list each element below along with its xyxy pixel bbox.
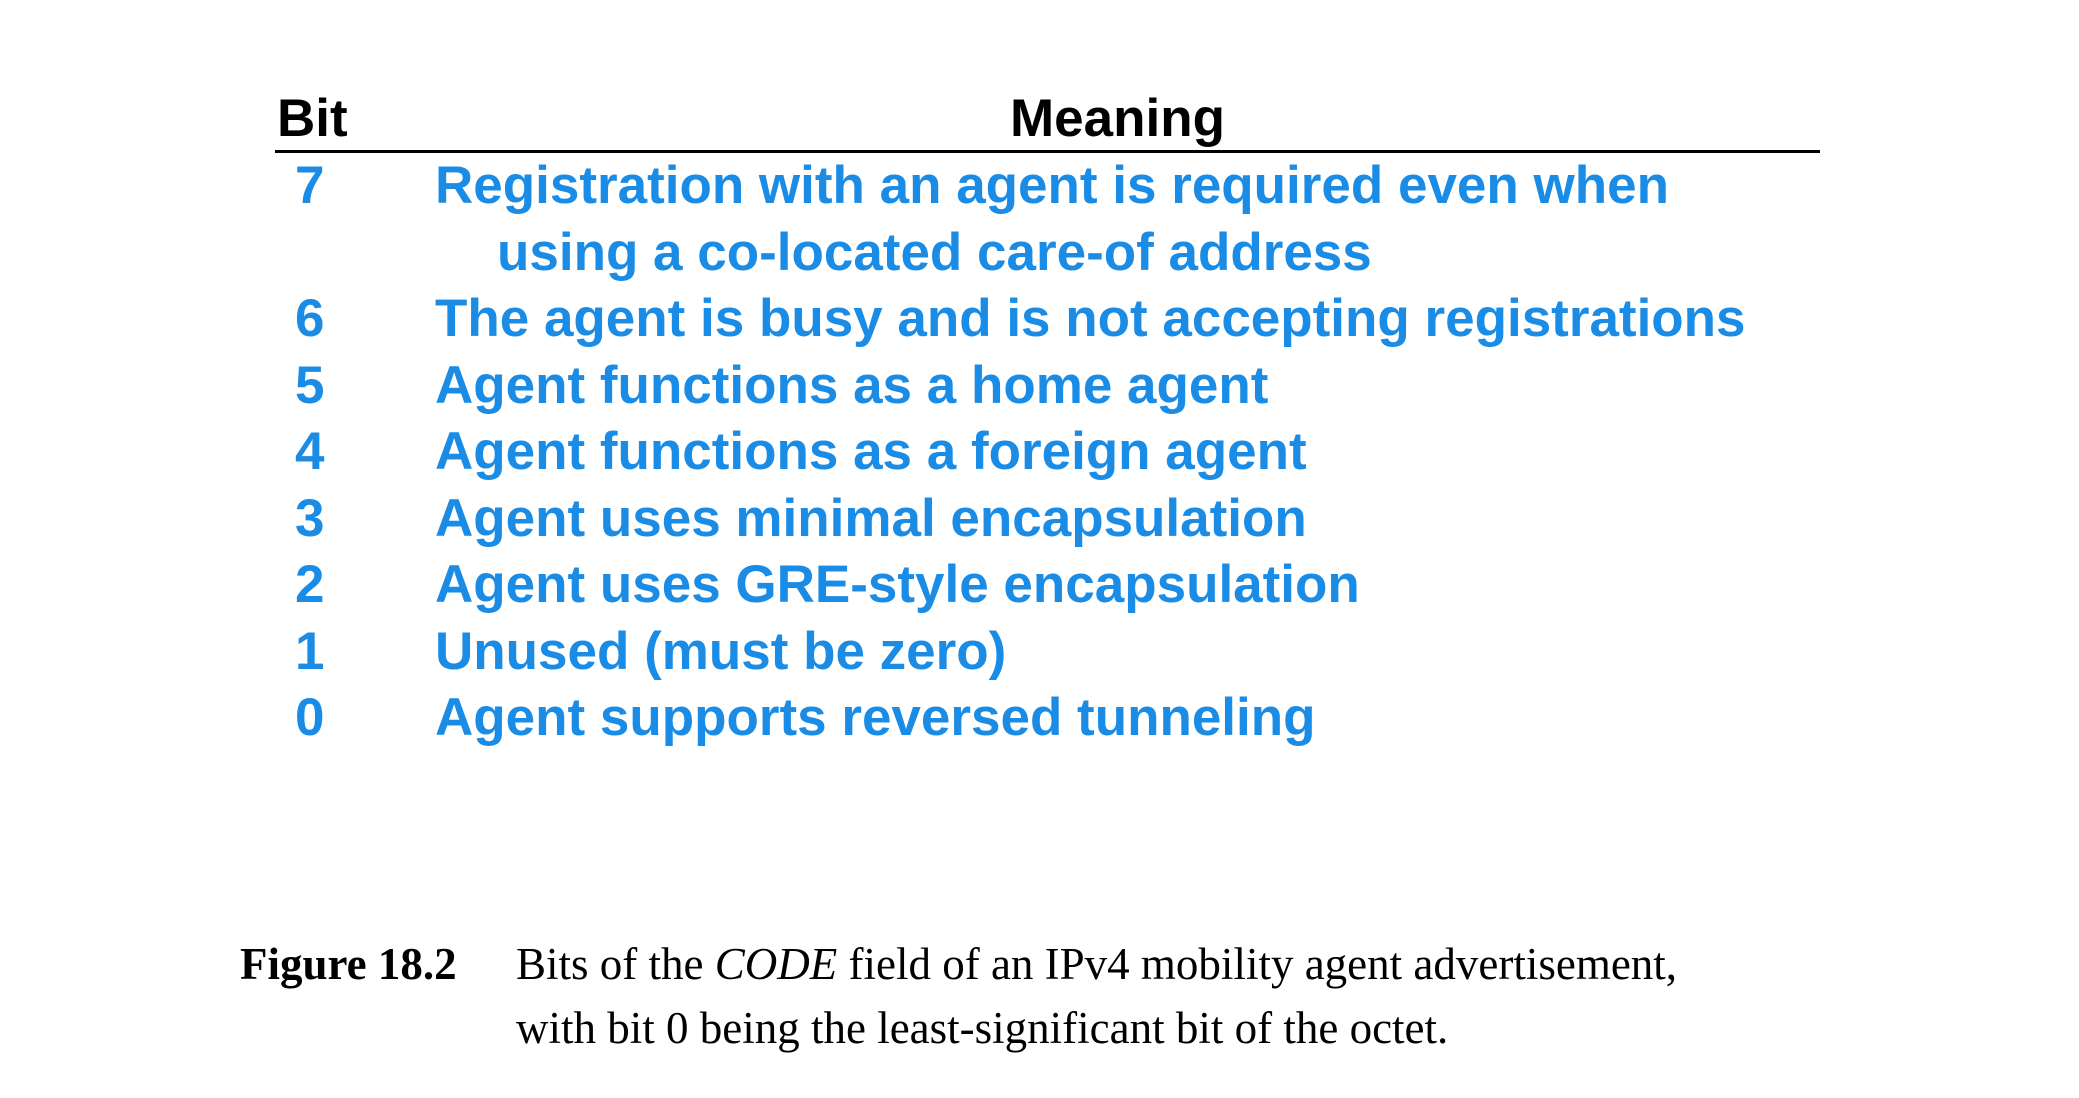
figure-caption [240, 932, 1860, 1060]
bit-meaning: Agent functions as a foreign agent [435, 422, 1307, 481]
bit-column-header: Bit [277, 89, 348, 148]
bit-meaning: Agent functions as a home agent [435, 355, 1269, 415]
table-row [275, 153, 1820, 286]
caption-text [516, 932, 1860, 1060]
bit-meaning: Agent uses minimal encapsulation [435, 488, 1307, 548]
table-row [275, 353, 1820, 420]
code-bits-table [275, 88, 1820, 752]
meaning-column-header: Meaning [1010, 89, 1225, 148]
table-row [275, 685, 1820, 752]
bit-value: 1 [295, 621, 325, 681]
table-header-row [275, 88, 1820, 150]
caption-line-2: with bit 0 being the least-significant bit of the octet. [516, 1003, 1449, 1053]
bit-meaning [435, 153, 1820, 286]
table-row [275, 419, 1820, 486]
bit-value: 0 [295, 688, 325, 747]
bit-value: 4 [295, 422, 325, 481]
table-row [275, 486, 1820, 553]
caption-text-before: Bits of the [516, 939, 704, 989]
bit-meaning: The agent is busy and is not accepting registrations [435, 289, 1746, 348]
figure-label: Figure 18.2 [240, 939, 457, 989]
bit-meaning: Agent uses GRE-style encapsulation [435, 555, 1360, 614]
table-row [275, 619, 1820, 686]
bit-value: 3 [295, 488, 325, 548]
bit-meaning-line1: Registration with an agent is required even when [435, 156, 1669, 215]
caption-text-after: field of an IPv4 mobility agent advertisement, [848, 939, 1678, 989]
table-row [275, 286, 1820, 353]
table-row [275, 552, 1820, 619]
bit-value: 2 [295, 555, 325, 614]
caption-line-1 [516, 932, 1860, 996]
bit-value: 6 [295, 289, 325, 348]
bit-meaning-line2: using a co-located care-of address [497, 222, 1372, 282]
bit-meaning: Unused (must be zero) [435, 621, 1007, 681]
bit-value: 7 [295, 156, 325, 215]
bit-value: 5 [295, 355, 325, 415]
bit-meaning: Agent supports reversed tunneling [435, 688, 1316, 747]
caption-code-term: CODE [714, 939, 838, 989]
